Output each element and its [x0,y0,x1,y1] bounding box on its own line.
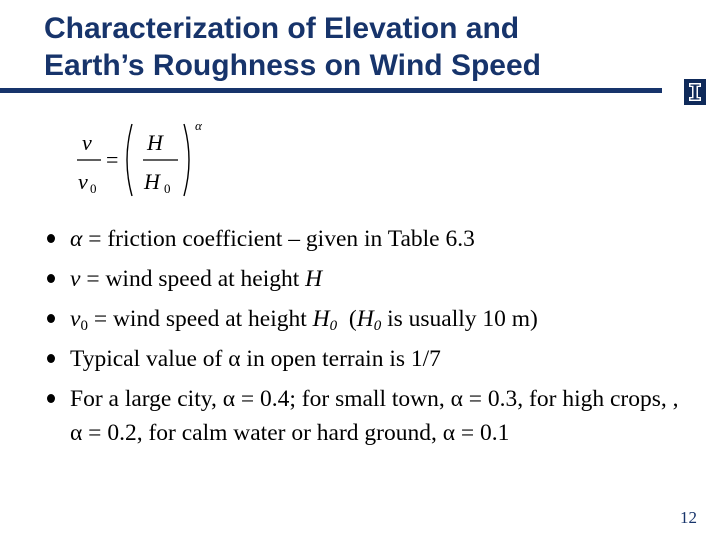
bullet-dot-icon [47,354,55,363]
bullet-alpha-symbol: α [70,226,83,252]
bullet-paren-text: is usually 10 m) [381,306,538,332]
bullet-dot-icon [47,394,55,403]
list-item [44,222,694,256]
list-item [44,342,694,376]
bullet-dot-icon [47,314,55,323]
list-item [44,262,694,296]
formula-exponent: α [195,118,202,133]
bullet-dot-icon [47,234,55,243]
bullet-text: Typical value of α in open terrain is 1/7 [70,346,441,372]
slide-title [44,10,541,84]
power-law-formula [74,118,214,202]
bullet-h0-symbol-2: H [356,306,374,332]
formula-lhs-numerator: v [82,130,92,155]
formula-lhs-denominator: v [78,169,88,194]
formula-rhs-denominator: H [144,169,160,194]
list-item [44,302,694,336]
slide-title-line-2: Earth’s Roughness on Wind Speed [44,49,541,82]
bullet-v0-symbol: v [70,306,81,332]
bullet-text: = friction coefficient – given in Table 6.3 [82,226,475,252]
bullet-h0-symbol: H [312,306,330,332]
page-number: 12 [680,508,697,527]
bullet-text: = wind speed at height [80,266,306,292]
bullet-v0-subscript: 0 [80,318,88,334]
bullet-paren-open: ( [337,306,357,332]
list-item [44,382,694,450]
bullet-h0-subscript-2: 0 [373,318,382,334]
formula-lhs-denominator-sub: 0 [90,181,97,196]
bullet-h-symbol: H [305,266,323,292]
bullet-dot-icon [47,274,55,283]
title-underline-rule [0,88,662,93]
bullet-text: For a large city, α = 0.4; for small town, α = 0.3, for high crops, , α = 0.2, for calm water or hard ground, α = 0.1 [70,386,679,446]
bullet-h0-subscript: 0 [329,318,338,334]
formula-rhs-denominator-sub: 0 [164,181,171,196]
formula-rhs-numerator: H [147,130,163,155]
bullet-text: = wind speed at height [87,306,313,332]
formula-equals: = [106,147,119,172]
bullet-v-symbol: v [70,266,81,292]
university-block-i-logo-icon [684,79,706,105]
slide-title-line-1: Characterization of Elevation and [44,12,520,45]
bullet-list [44,222,694,456]
